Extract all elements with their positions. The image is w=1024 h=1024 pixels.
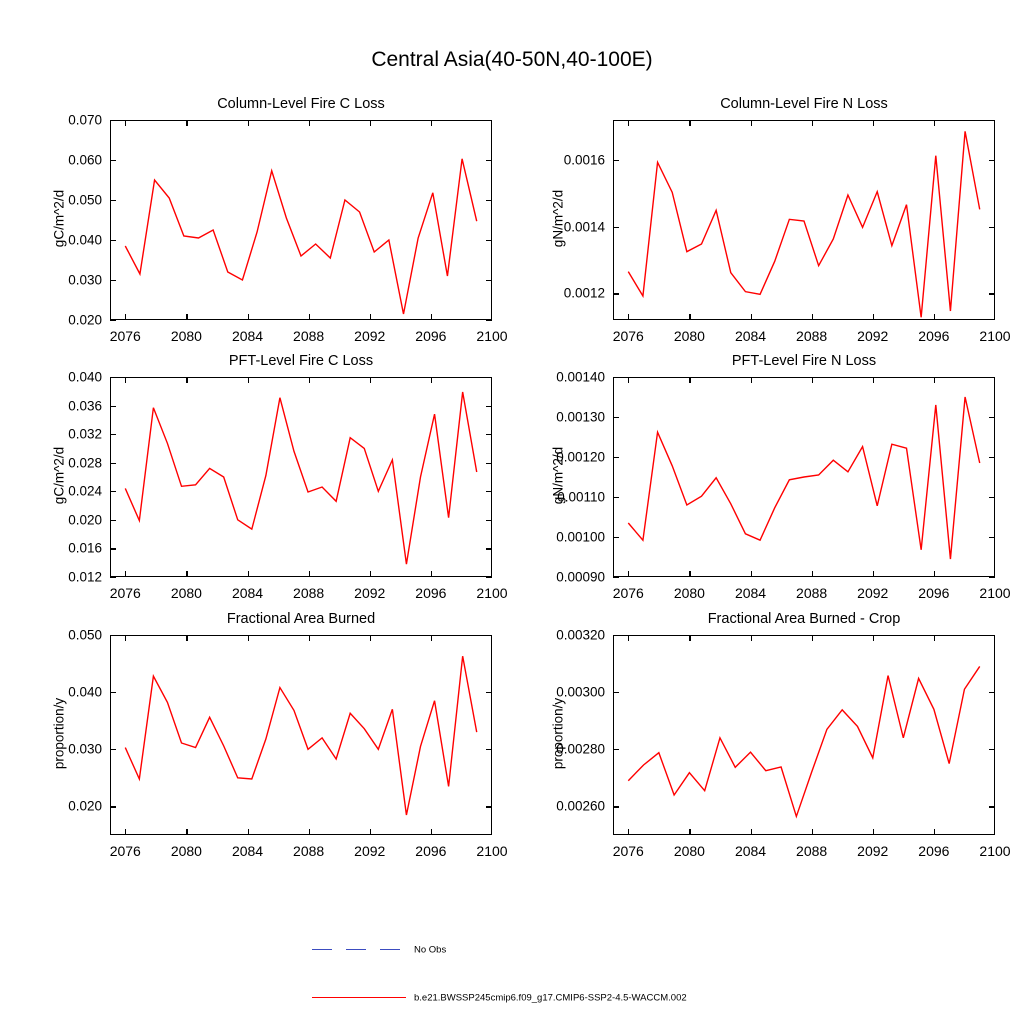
x-tick-label: 2076 (612, 585, 644, 601)
y-tick-label: 0.00090 (556, 569, 605, 585)
x-tick-label: 2100 (979, 585, 1011, 601)
x-tick-label: 2080 (673, 843, 705, 859)
y-tick-label: 0.020 (68, 312, 102, 328)
legend-no-obs-dash (380, 949, 400, 950)
x-tick-label: 2076 (109, 585, 141, 601)
y-tick-label: 0.020 (68, 512, 102, 528)
x-tick-label: 2092 (857, 843, 889, 859)
chart-panel-6 (550, 611, 1011, 859)
y-tick-label: 0.032 (68, 426, 102, 442)
y-tick-label: 0.0014 (563, 219, 605, 235)
x-tick-label: 2100 (476, 328, 508, 344)
x-tick-label: 2100 (979, 328, 1011, 344)
chart-panel-title: Fractional Area Burned - Crop (707, 611, 901, 627)
y-tick-label: 0.00130 (556, 409, 605, 425)
y-tick-label: 0.00120 (556, 449, 605, 465)
y-axis-label: gC/m^2/d (51, 446, 67, 505)
y-tick-label: 0.040 (68, 232, 102, 248)
x-tick-label: 2076 (109, 843, 141, 859)
y-tick-label: 0.00320 (556, 627, 605, 643)
x-tick-label: 2076 (612, 843, 644, 859)
figure-legend (0, 930, 1024, 1020)
data-series-line (628, 397, 979, 559)
x-tick-label: 2092 (857, 328, 889, 344)
x-tick-label: 2096 (415, 328, 447, 344)
x-tick-label: 2100 (476, 585, 508, 601)
x-tick-label: 2088 (293, 328, 325, 344)
x-tick-label: 2084 (734, 843, 767, 859)
x-tick-label: 2080 (170, 843, 202, 859)
y-tick-label: 0.036 (68, 398, 102, 414)
x-tick-label: 2092 (857, 585, 889, 601)
x-tick-label: 2092 (354, 328, 386, 344)
series-line-layer (110, 377, 492, 577)
chart-panel-title: Fractional Area Burned (226, 611, 376, 627)
chart-panel-title: PFT-Level Fire N Loss (731, 353, 877, 369)
x-tick-label: 2096 (918, 585, 950, 601)
x-tick-label: 2100 (979, 843, 1011, 859)
x-tick-label: 2088 (293, 585, 325, 601)
x-tick-label: 2096 (918, 843, 950, 859)
x-tick-label: 2084 (231, 328, 264, 344)
x-tick-label: 2080 (673, 328, 705, 344)
y-tick-label: 0.050 (68, 627, 102, 643)
y-tick-label: 0.050 (68, 192, 102, 208)
chart-panel-5 (51, 611, 508, 859)
legend-series-line (312, 997, 406, 998)
x-tick-label: 2092 (354, 843, 386, 859)
y-tick-label: 0.040 (68, 369, 102, 385)
series-line-layer (110, 635, 492, 835)
x-tick-label: 2088 (293, 843, 325, 859)
y-tick-label: 0.00100 (556, 529, 605, 545)
y-tick-label: 0.00280 (556, 741, 605, 757)
y-tick-mark (110, 577, 116, 578)
y-tick-label: 0.00140 (556, 369, 605, 385)
y-axis-label: gN/m^2/d (550, 189, 566, 248)
x-tick-label: 2076 (612, 328, 644, 344)
y-tick-mark (486, 577, 492, 578)
chart-panel-title: Column-Level Fire C Loss (217, 96, 385, 112)
legend-no-obs-label: No Obs (414, 944, 447, 956)
legend-no-obs-dash (346, 949, 366, 950)
y-tick-label: 0.016 (68, 540, 102, 556)
x-tick-label: 2084 (734, 328, 767, 344)
x-tick-label: 2080 (170, 585, 202, 601)
x-tick-label: 2084 (231, 843, 264, 859)
x-tick-label: 2084 (231, 585, 264, 601)
chart-panel-title: PFT-Level Fire C Loss (228, 353, 374, 369)
data-series-line (628, 131, 979, 317)
y-tick-label: 0.00110 (557, 489, 605, 505)
x-tick-label: 2076 (109, 328, 141, 344)
legend-no-obs-dash (312, 949, 332, 950)
x-tick-label: 2080 (170, 328, 202, 344)
x-tick-label: 2092 (354, 585, 386, 601)
data-series-line (125, 159, 476, 314)
y-axis-label: gC/m^2/d (51, 189, 67, 248)
y-tick-label: 0.060 (68, 152, 102, 168)
legend-series-label: b.e21.BWSSP245cmip6.f09_g17.CMIP6-SSP2-4.5-WACCM.002 (414, 992, 687, 1004)
x-tick-label: 2088 (796, 585, 828, 601)
series-line-layer (110, 120, 492, 320)
x-tick-label: 2088 (796, 328, 828, 344)
y-tick-label: 0.028 (68, 455, 102, 471)
data-series-line (125, 392, 476, 564)
series-line-layer (613, 377, 995, 577)
data-series-line (125, 656, 476, 815)
x-tick-label: 2096 (415, 843, 447, 859)
y-tick-mark (989, 577, 995, 578)
x-tick-label: 2084 (734, 585, 767, 601)
y-tick-label: 0.030 (68, 741, 102, 757)
y-tick-label: 0.070 (68, 112, 102, 128)
y-tick-label: 0.00260 (556, 798, 605, 814)
y-tick-label: 0.012 (68, 569, 102, 585)
y-tick-mark (486, 320, 492, 321)
y-tick-label: 0.0016 (563, 152, 605, 168)
y-tick-mark (613, 577, 619, 578)
x-tick-label: 2096 (415, 585, 447, 601)
y-tick-label: 0.020 (68, 798, 102, 814)
chart-panel-4 (550, 353, 1011, 601)
data-series-line (628, 666, 979, 816)
chart-panel-2 (550, 96, 1011, 344)
y-axis-label: proportion/y (550, 697, 566, 770)
x-tick-label: 2088 (796, 843, 828, 859)
chart-panel-title: Column-Level Fire N Loss (720, 96, 888, 112)
x-tick-label: 2080 (673, 585, 705, 601)
figure-title: Central Asia(40-50N,40-100E) (371, 48, 653, 71)
y-tick-label: 0.024 (68, 483, 102, 499)
y-tick-mark (110, 320, 116, 321)
series-line-layer (613, 635, 995, 835)
y-tick-label: 0.030 (68, 272, 102, 288)
x-tick-label: 2100 (476, 843, 508, 859)
y-axis-label: proportion/y (51, 697, 67, 770)
y-axis-label: gN/m^2/d (550, 446, 566, 505)
series-line-layer (613, 120, 995, 320)
y-tick-label: 0.040 (68, 684, 102, 700)
chart-panel-3 (51, 353, 508, 601)
y-tick-label: 0.00300 (556, 684, 605, 700)
x-tick-label: 2096 (918, 328, 950, 344)
y-tick-label: 0.0012 (563, 285, 605, 301)
chart-panel-1 (51, 96, 508, 344)
